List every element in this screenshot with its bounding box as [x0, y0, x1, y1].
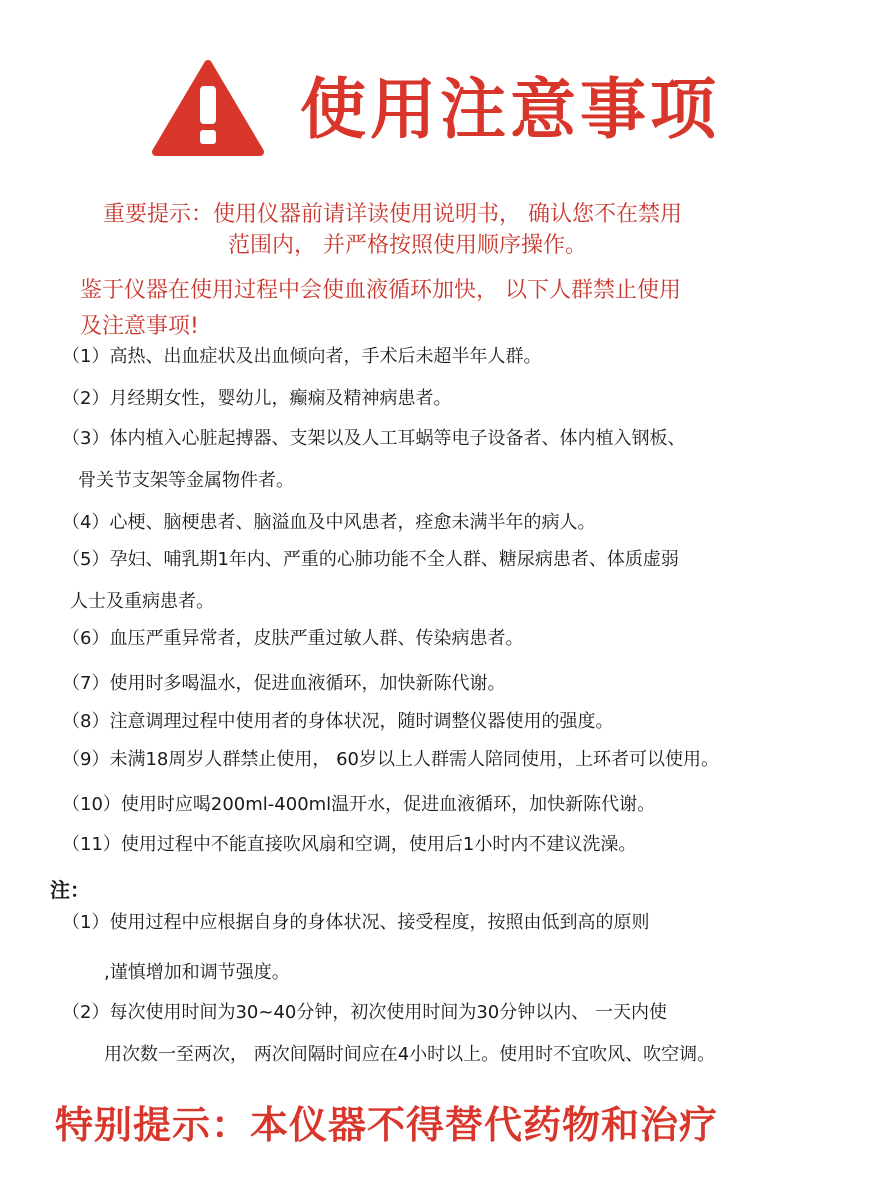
list-item: （7）使用时多喝温水，促进血液循环，加快新陈代谢。 [62, 673, 506, 694]
important-notice-line-2: 范围内， 并严格按照使用顺序操作。 [228, 233, 587, 258]
list-item: （6）血压严重异常者，皮肤严重过敏人群、传染病患者。 [62, 628, 524, 649]
list-item: （11）使用过程中不能直接吹风扇和空调，使用后1小时内不建议洗澡。 [62, 834, 637, 855]
list-item: （1）高热、出血症状及出血倾向者，手术后未超半年人群。 [62, 346, 542, 367]
notes-heading: 注： [50, 878, 90, 902]
page-title: 使用注意事项 [300, 71, 720, 148]
list-item: （10）使用时应喝200ml-400ml温开水，促进血液循环，加快新陈代谢。 [62, 794, 656, 815]
note-line: （1）使用过程中应根据自身的身体状况、接受程度，按照由低到高的原则 [62, 912, 650, 933]
list-item: （4）心梗、脑梗患者、脑溢血及中风患者，痊愈未满半年的病人。 [62, 512, 596, 533]
special-notice: 特别提示：本仪器不得替代药物和治疗 [55, 1103, 719, 1147]
list-item: 骨关节支架等金属物件者。 [78, 470, 294, 491]
list-item: （3）体内植入心脏起搏器、支架以及人工耳蜗等电子设备者、体内植入钢板、 [62, 428, 686, 449]
important-notice-line-1: 重要提示：使用仪器前请详读使用说明书， 确认您不在禁用 [103, 202, 682, 227]
list-item: （9）未满18周岁人群禁止使用， 60岁以上人群需人陪同使用，上环者可以使用。 [62, 749, 719, 770]
note-line: 用次数一至两次， 两次间隔时间应在4小时以上。使用时不宜吹风、吹空调。 [104, 1044, 716, 1065]
note-line: （2）每次使用时间为30~40分钟，初次使用时间为30分钟以内、 一天内使 [62, 1002, 667, 1023]
warning-triangle-icon [152, 60, 264, 158]
intro-line-1: 鉴于仪器在使用过程中会使血液循环加快， 以下人群禁止使用 [80, 278, 681, 303]
note-line: ,谨慎增加和调节强度。 [104, 962, 290, 983]
intro-line-2: 及注意事项! [80, 314, 199, 339]
list-item: （2）月经期女性，婴幼儿，癫痫及精神病患者。 [62, 388, 452, 409]
list-item: （5）孕妇、哺乳期1年内、严重的心肺功能不全人群、糖尿病患者、体质虚弱 [62, 549, 679, 570]
list-item: 人士及重病患者。 [70, 591, 214, 612]
list-item: （8）注意调理过程中使用者的身体状况，随时调整仪器使用的强度。 [62, 711, 614, 732]
